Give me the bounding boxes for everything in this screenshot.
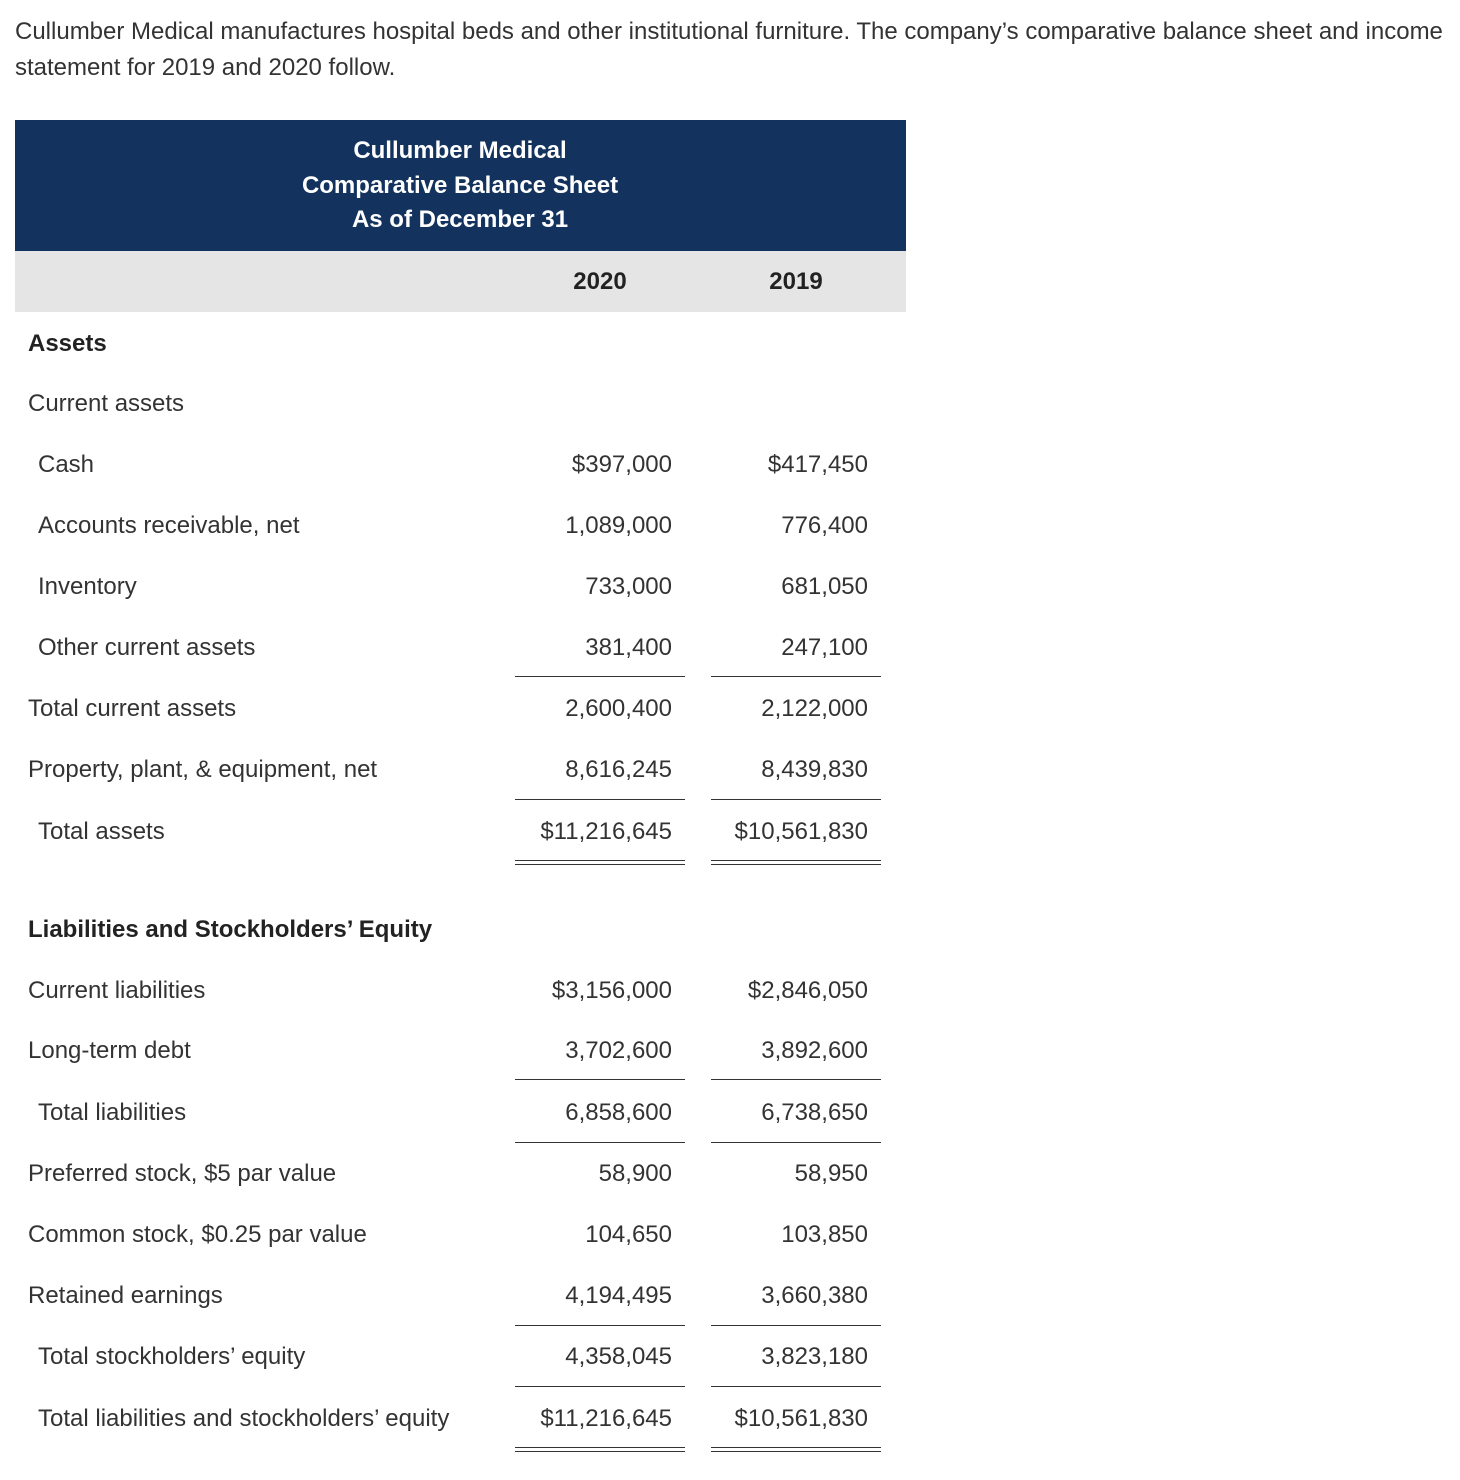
double-rule	[515, 864, 685, 865]
table-row	[15, 1204, 906, 1265]
value-2019: $10,561,830	[734, 818, 868, 845]
table-row	[15, 617, 906, 678]
table-row	[15, 960, 906, 1021]
assets-heading: Assets	[28, 330, 107, 357]
row-label: Preferred stock, $5 par value	[28, 1160, 337, 1187]
table-row	[15, 1020, 906, 1081]
table-row	[15, 1388, 906, 1449]
value-2020: $3,156,000	[551, 977, 672, 1004]
row-label: Total stockholders’ equity	[38, 1343, 306, 1370]
value-2019: 776,400	[781, 512, 868, 539]
value-2019: 103,850	[781, 1221, 868, 1248]
double-rule	[711, 1451, 881, 1452]
row-label: Long-term debt	[28, 1037, 191, 1064]
table-row	[15, 434, 906, 495]
company-name: Cullumber Medical	[353, 137, 567, 164]
value-2019: 3,660,380	[761, 1282, 868, 1309]
table-row	[15, 556, 906, 617]
column-header-row	[15, 251, 906, 312]
value-2020: $11,216,645	[540, 1405, 672, 1432]
row-label: Retained earnings	[28, 1282, 223, 1309]
value-2019: $10,561,830	[734, 1405, 868, 1432]
value-2020: $11,216,645	[540, 818, 672, 845]
value-2020: 6,858,600	[565, 1099, 672, 1126]
double-rule	[711, 860, 881, 861]
value-2020: 4,194,495	[565, 1282, 672, 1309]
column-header-2019: 2019	[769, 268, 823, 295]
value-2020: 3,702,600	[565, 1037, 672, 1064]
balance-sheet-table	[15, 120, 906, 1432]
value-2019: 2,122,000	[761, 695, 868, 722]
value-2019: 6,738,650	[761, 1099, 868, 1126]
table-title-band	[15, 120, 906, 251]
value-2019: 247,100	[781, 634, 868, 661]
table-row	[15, 801, 906, 862]
subtotal-rule	[515, 676, 685, 677]
row-label: Inventory	[38, 573, 137, 600]
table-row	[15, 739, 906, 800]
table-row	[15, 899, 906, 960]
row-label: Property, plant, & equipment, net	[28, 756, 378, 783]
double-rule	[515, 860, 685, 861]
value-2020: 4,358,045	[565, 1343, 672, 1370]
value-2020: 381,400	[585, 634, 672, 661]
intro-text: Cullumber Medical manufactures hospital beds and other institutional furniture. The company’s comparative balance sheet and income statement for 2019 and 2020 follow.	[15, 18, 1443, 81]
row-label: Cash	[38, 451, 95, 478]
table-row	[15, 313, 906, 374]
subtotal-rule	[711, 1386, 881, 1387]
statement-date: As of December 31	[351, 206, 569, 233]
value-2020: 733,000	[585, 573, 672, 600]
value-2020: 8,616,245	[565, 756, 672, 783]
table-row	[15, 373, 906, 434]
value-2019: 58,950	[794, 1160, 868, 1187]
row-label: Accounts receivable, net	[38, 512, 300, 539]
current-assets-heading: Current assets	[28, 390, 185, 417]
value-2020: 58,900	[598, 1160, 672, 1187]
table-row	[15, 1082, 906, 1143]
row-label: Total assets	[38, 818, 165, 845]
table-row	[15, 495, 906, 556]
row-label: Common stock, $0.25 par value	[28, 1221, 367, 1248]
liabilities-heading: Liabilities and Stockholders’ Equity	[28, 916, 433, 943]
value-2020: 104,650	[585, 1221, 672, 1248]
value-2019: 3,892,600	[761, 1037, 868, 1064]
value-2019: $417,450	[767, 451, 868, 478]
row-label: Other current assets	[38, 634, 256, 661]
subtotal-rule	[515, 1079, 685, 1080]
value-2019: 681,050	[781, 573, 868, 600]
table-row	[15, 1326, 906, 1387]
row-label: Total liabilities	[38, 1099, 187, 1126]
value-2020: $397,000	[571, 451, 672, 478]
value-2019: 8,439,830	[761, 756, 868, 783]
subtotal-rule	[711, 799, 881, 800]
table-row	[15, 1143, 906, 1204]
statement-name: Comparative Balance Sheet	[301, 172, 619, 199]
row-label: Total current assets	[28, 695, 237, 722]
double-rule	[711, 1447, 881, 1448]
subtotal-rule	[515, 1386, 685, 1387]
table-row	[15, 678, 906, 739]
double-rule	[515, 1447, 685, 1448]
value-2020: 2,600,400	[565, 695, 672, 722]
value-2019: 3,823,180	[761, 1343, 868, 1370]
table-row	[15, 1265, 906, 1326]
value-2020: 1,089,000	[565, 512, 672, 539]
double-rule	[711, 864, 881, 865]
subtotal-rule	[711, 676, 881, 677]
value-2019: $2,846,050	[747, 977, 868, 1004]
subtotal-rule	[711, 1079, 881, 1080]
row-label: Current liabilities	[28, 977, 206, 1004]
row-label: Total liabilities and stockholders’ equity	[38, 1405, 450, 1432]
column-header-2020: 2020	[573, 268, 627, 295]
double-rule	[515, 1451, 685, 1452]
subtotal-rule	[515, 799, 685, 800]
